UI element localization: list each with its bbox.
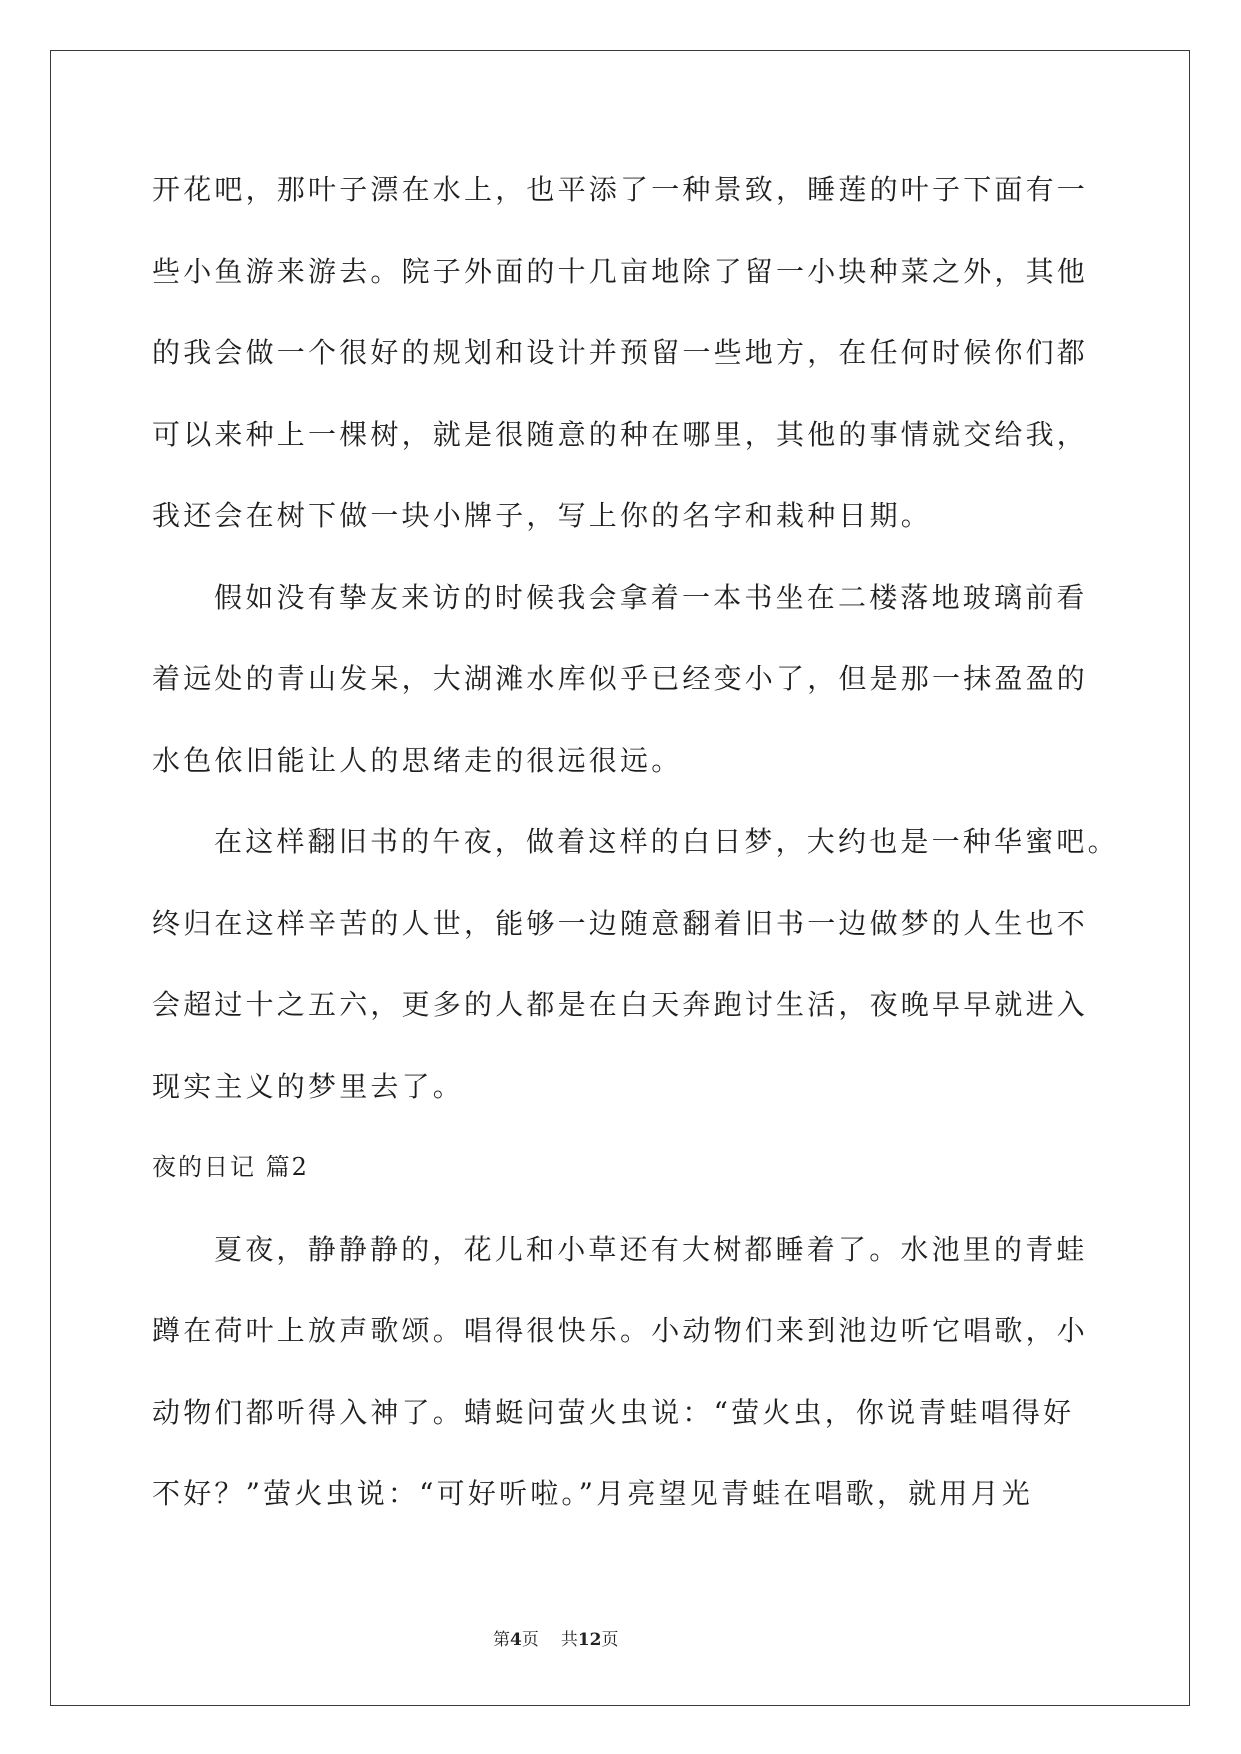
body-line: 我还会在树下做一块小牌子，写上你的名字和栽种日期。 [152,499,933,532]
page-indicator [493,1630,539,1650]
body-line: 水色依旧能让人的思绪走的很远很远。 [152,743,683,777]
body-line: 的我会做一个很好的规划和设计并预留一些地方，在任何时候你们都 [152,336,1089,369]
total-pages: 12 [577,1630,602,1650]
page-suffix: 页 [521,1630,539,1650]
body-line: 动物们都听得入神了。蜻蜓问萤火虫说：“萤火虫，你说青蛙唱得好 [152,1395,1075,1429]
body-line: 些小鱼游来游去。院子外面的十几亩地除了留一小块种菜之外，其他 [152,254,1089,288]
body-line: 现实主义的梦里去了。 [152,1069,465,1103]
page-footer [493,1626,619,1654]
paragraph-first-line: 在这样翻旧书的午夜，做着这样的白日梦，大约也是一种华蜜吧。 [214,825,1119,858]
body-line: 终归在这样辛苦的人世，能够一边随意翻着旧书一边做梦的人生也不 [152,906,1089,940]
paragraph-first-line: 夏夜，静静静的，花儿和小草还有大树都睡着了。水池里的青蛙 [214,1232,1088,1266]
page-number: 4 [510,1630,522,1650]
total-prefix: 共 [560,1630,578,1650]
body-line: 可以来种上一棵树，就是很随意的种在哪里，其他的事情就交给我， [152,417,1089,451]
total-suffix: 页 [601,1630,619,1650]
body-line: 不好？”萤火虫说：“可好听啦。”月亮望见青蛙在唱歌，就用月光 [152,1477,1033,1510]
document-body [152,149,1152,1535]
section-heading: 夜的日记 篇2 [152,1153,309,1181]
body-line: 蹲在荷叶上放声歌颂。唱得很快乐。小动物们来到池边听它唱歌，小 [152,1314,1089,1347]
body-line: 会超过十之五六，更多的人都是在白天奔跑讨生活，夜晚早早就进入 [152,988,1089,1021]
total-pages-indicator [561,1630,619,1650]
body-line: 着远处的青山发呆，大湖滩水库似乎已经变小了，但是那一抹盈盈的 [152,662,1089,695]
paragraph-first-line: 假如没有挚友来访的时候我会拿着一本书坐在二楼落地玻璃前看 [214,580,1088,614]
page-prefix: 第 [493,1630,510,1650]
body-line: 开花吧，那叶子漂在水上，也平添了一种景致，睡莲的叶子下面有一 [152,173,1089,206]
